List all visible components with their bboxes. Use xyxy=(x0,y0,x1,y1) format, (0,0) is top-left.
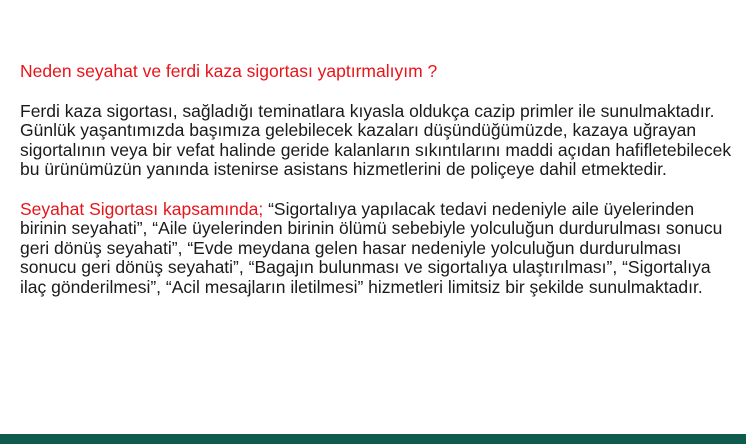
paragraph-body-text: “Sigortalıya yapılacak tedavi nedeniyle aile üyelerinden birinin seyahati”, “Aile üyelerinden birinin ölümü sebebiyle yolculuğun durdurulması sonucu geri dönüş seyahati”, “Evde meydana gelen hasar nedeniyle yolculuğun durdurulması sonucu geri dönüş seyahati”, “Bagajın bulunması ve sigortalıya ulaştırılması”, “Sigortalıya ilaç gönderilmesi”, “Acil mesajların iletilmesi” hizmetleri limitsiz bir şekilde sunulmaktadır. xyxy=(20,198,723,297)
paragraph-lead-label: Seyahat Sigortası kapsamında; xyxy=(20,198,264,219)
paragraph-ferdi-kaza: Ferdi kaza sigortası, sağladığı teminatlara kıyasla oldukça cazip primler ile sunulmaktadır. Günlük yaşantımızda başımıza gelebilecek kazaları düşündüğümüzde, kazaya uğrayan sigortalının veya bir vefat halinde geride kalanların sıkıntılarını maddi açıdan hafifletebilecek bu ürünümüzün yanında istenirse asistans hizmetlerini de poliçeye dahil etmektedir. xyxy=(20,100,732,179)
page-title: Neden seyahat ve ferdi kaza sigortası yaptırmalıyım ? xyxy=(20,61,438,81)
footer-bar xyxy=(0,434,746,444)
document-body xyxy=(20,62,736,297)
paragraph-seyahat-sigortasi xyxy=(20,200,736,298)
